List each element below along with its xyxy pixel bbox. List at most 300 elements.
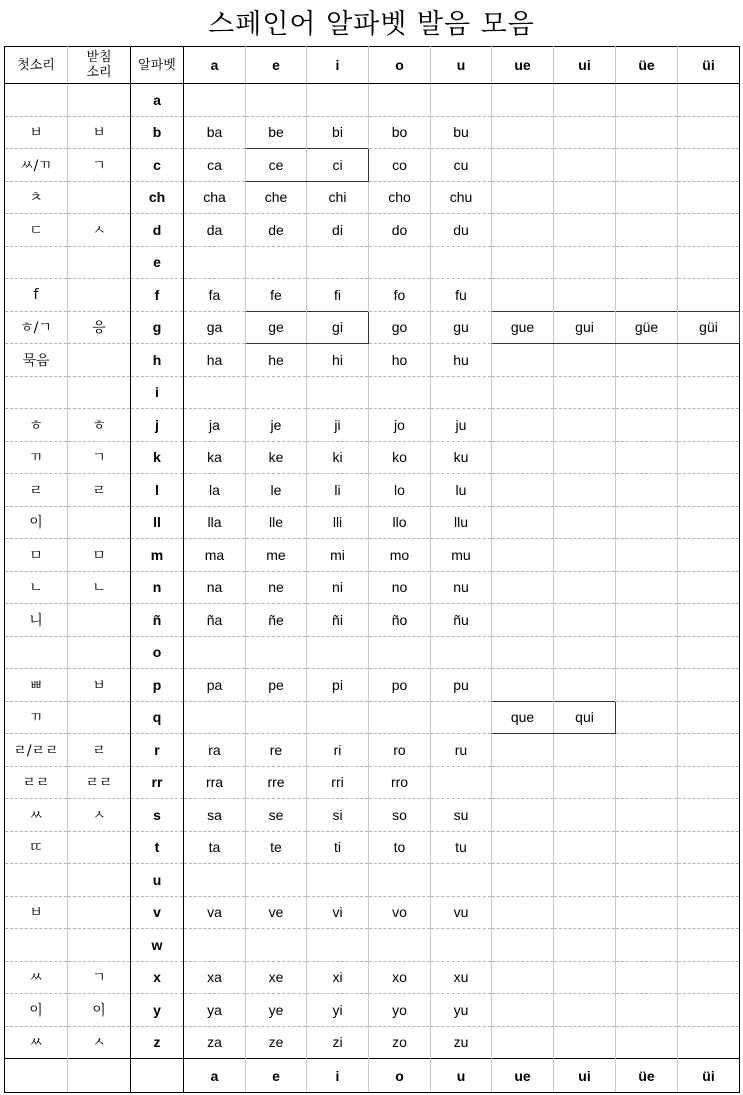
cell-u: ñu	[431, 604, 492, 637]
cell-final-sound	[68, 344, 131, 377]
cell-e: re	[246, 734, 307, 767]
cell-o	[369, 701, 431, 734]
cell-ue	[492, 929, 554, 962]
cell-ui-umlaut	[678, 961, 740, 994]
cell-i: ci	[307, 149, 369, 182]
cell-u: llu	[431, 506, 492, 539]
cell-initial-sound: ㄲ	[5, 701, 68, 734]
cell-ue-umlaut	[616, 896, 678, 929]
cell-ue	[492, 376, 554, 409]
cell-a: lla	[184, 506, 246, 539]
table-row	[5, 116, 740, 149]
cell-o: mo	[369, 539, 431, 572]
cell-ue	[492, 896, 554, 929]
cell-alphabet: d	[131, 214, 184, 247]
cell-ue-umlaut	[616, 734, 678, 767]
cell-u: bu	[431, 116, 492, 149]
cell-ui-umlaut	[678, 669, 740, 702]
cell-alphabet: ll	[131, 506, 184, 539]
cell-initial-sound	[5, 246, 68, 279]
header-i: i	[307, 47, 369, 84]
cell-alphabet: m	[131, 539, 184, 572]
cell-ui-umlaut	[678, 376, 740, 409]
footer-ue-umlaut: üe	[616, 1059, 678, 1093]
cell-ui	[554, 84, 616, 117]
cell-alphabet: ch	[131, 181, 184, 214]
cell-o: go	[369, 311, 431, 344]
cell-i	[307, 929, 369, 962]
cell-alphabet: rr	[131, 766, 184, 799]
cell-ui	[554, 929, 616, 962]
cell-initial-sound	[5, 84, 68, 117]
cell-initial-sound: ㅆ	[5, 799, 68, 832]
table-row	[5, 929, 740, 962]
cell-ue-umlaut	[616, 669, 678, 702]
cell-ui-umlaut	[678, 506, 740, 539]
cell-ui	[554, 961, 616, 994]
cell-u: yu	[431, 994, 492, 1027]
cell-ui-umlaut	[678, 474, 740, 507]
cell-ui	[554, 344, 616, 377]
cell-alphabet: h	[131, 344, 184, 377]
table-row	[5, 571, 740, 604]
cell-initial-sound: 이	[5, 994, 68, 1027]
cell-i: vi	[307, 896, 369, 929]
cell-ue	[492, 181, 554, 214]
cell-final-sound	[68, 181, 131, 214]
cell-o: ko	[369, 441, 431, 474]
cell-o: fo	[369, 279, 431, 312]
cell-e	[246, 636, 307, 669]
cell-u: zu	[431, 1026, 492, 1059]
cell-i: yi	[307, 994, 369, 1027]
cell-ue	[492, 246, 554, 279]
cell-i: mi	[307, 539, 369, 572]
header-ui: ui	[554, 47, 616, 84]
cell-initial-sound: ㅃ	[5, 669, 68, 702]
cell-e: fe	[246, 279, 307, 312]
cell-alphabet: w	[131, 929, 184, 962]
cell-i	[307, 636, 369, 669]
cell-alphabet: t	[131, 831, 184, 864]
cell-initial-sound: ㅎ/ㄱ	[5, 311, 68, 344]
cell-i: ji	[307, 409, 369, 442]
cell-final-sound	[68, 604, 131, 637]
header-ui-umlaut: üi	[678, 47, 740, 84]
footer-alphabet	[131, 1059, 184, 1093]
header-a: a	[184, 47, 246, 84]
cell-u: fu	[431, 279, 492, 312]
cell-u: ku	[431, 441, 492, 474]
cell-ui-umlaut	[678, 409, 740, 442]
cell-initial-sound: ㄴ	[5, 571, 68, 604]
cell-alphabet: b	[131, 116, 184, 149]
table-row	[5, 831, 740, 864]
cell-final-sound: ㄱ	[68, 441, 131, 474]
cell-e: ze	[246, 1026, 307, 1059]
cell-a: pa	[184, 669, 246, 702]
cell-ue-umlaut	[616, 246, 678, 279]
cell-ue	[492, 116, 554, 149]
cell-ui-umlaut	[678, 246, 740, 279]
table-row	[5, 474, 740, 507]
cell-ue-umlaut	[616, 864, 678, 897]
cell-ue	[492, 864, 554, 897]
cell-u: cu	[431, 149, 492, 182]
cell-u	[431, 766, 492, 799]
cell-a: cha	[184, 181, 246, 214]
cell-a	[184, 376, 246, 409]
table-row	[5, 994, 740, 1027]
table-row	[5, 636, 740, 669]
cell-ui-umlaut	[678, 116, 740, 149]
cell-ui	[554, 604, 616, 637]
footer-ui-umlaut: üi	[678, 1059, 740, 1093]
cell-o: jo	[369, 409, 431, 442]
cell-a: ma	[184, 539, 246, 572]
cell-o: cho	[369, 181, 431, 214]
table-row	[5, 279, 740, 312]
cell-u: chu	[431, 181, 492, 214]
cell-i: ri	[307, 734, 369, 767]
cell-initial-sound: f	[5, 279, 68, 312]
cell-i	[307, 864, 369, 897]
cell-a	[184, 864, 246, 897]
cell-a: da	[184, 214, 246, 247]
footer-i: i	[307, 1059, 369, 1093]
cell-u	[431, 246, 492, 279]
cell-a: va	[184, 896, 246, 929]
cell-a: la	[184, 474, 246, 507]
cell-u: xu	[431, 961, 492, 994]
cell-initial-sound: ㅂ	[5, 896, 68, 929]
cell-alphabet: ñ	[131, 604, 184, 637]
cell-ue-umlaut	[616, 539, 678, 572]
cell-initial-sound: ㅆ	[5, 1026, 68, 1059]
cell-o: xo	[369, 961, 431, 994]
cell-alphabet: o	[131, 636, 184, 669]
header-o: o	[369, 47, 431, 84]
table-row	[5, 864, 740, 897]
cell-final-sound: ㅂ	[68, 669, 131, 702]
cell-initial-sound: ㄲ	[5, 441, 68, 474]
cell-o: do	[369, 214, 431, 247]
cell-final-sound: ㄹ	[68, 474, 131, 507]
cell-a: ña	[184, 604, 246, 637]
cell-i	[307, 701, 369, 734]
cell-u: hu	[431, 344, 492, 377]
cell-e: ne	[246, 571, 307, 604]
cell-e: che	[246, 181, 307, 214]
cell-alphabet: q	[131, 701, 184, 734]
cell-a: za	[184, 1026, 246, 1059]
cell-alphabet: c	[131, 149, 184, 182]
cell-ue	[492, 961, 554, 994]
cell-initial-sound: ㄹ/ㄹㄹ	[5, 734, 68, 767]
cell-final-sound: ㄹㄹ	[68, 766, 131, 799]
cell-a: ba	[184, 116, 246, 149]
cell-ui-umlaut	[678, 539, 740, 572]
cell-u: nu	[431, 571, 492, 604]
cell-final-sound	[68, 929, 131, 962]
cell-o	[369, 246, 431, 279]
cell-ue-umlaut	[616, 831, 678, 864]
cell-final-sound	[68, 506, 131, 539]
cell-ue-umlaut	[616, 929, 678, 962]
cell-ue	[492, 409, 554, 442]
cell-ui	[554, 799, 616, 832]
footer-e: e	[246, 1059, 307, 1093]
cell-ui-umlaut	[678, 994, 740, 1027]
cell-ue	[492, 344, 554, 377]
cell-u	[431, 636, 492, 669]
cell-e: de	[246, 214, 307, 247]
cell-final-sound: ㄹ	[68, 734, 131, 767]
footer-final-sound	[68, 1059, 131, 1093]
cell-i	[307, 376, 369, 409]
cell-i: xi	[307, 961, 369, 994]
table-row	[5, 441, 740, 474]
cell-alphabet: e	[131, 246, 184, 279]
cell-i: chi	[307, 181, 369, 214]
cell-alphabet: a	[131, 84, 184, 117]
cell-ui: gui	[554, 311, 616, 344]
cell-ue-umlaut	[616, 149, 678, 182]
cell-ui	[554, 864, 616, 897]
cell-final-sound: ㄴ	[68, 571, 131, 604]
cell-o: ño	[369, 604, 431, 637]
cell-ui: qui	[554, 701, 616, 734]
cell-ue-umlaut	[616, 604, 678, 637]
cell-o: to	[369, 831, 431, 864]
footer-u: u	[431, 1059, 492, 1093]
cell-ue	[492, 214, 554, 247]
cell-ue	[492, 84, 554, 117]
cell-e	[246, 864, 307, 897]
cell-alphabet: s	[131, 799, 184, 832]
cell-ue	[492, 669, 554, 702]
cell-initial-sound: 니	[5, 604, 68, 637]
cell-o: so	[369, 799, 431, 832]
cell-i: li	[307, 474, 369, 507]
cell-ue-umlaut	[616, 84, 678, 117]
cell-ui-umlaut	[678, 1026, 740, 1059]
cell-e: je	[246, 409, 307, 442]
table-row	[5, 604, 740, 637]
cell-ui	[554, 441, 616, 474]
table-row	[5, 311, 740, 344]
cell-u	[431, 84, 492, 117]
cell-a: ka	[184, 441, 246, 474]
cell-alphabet: r	[131, 734, 184, 767]
cell-u: ju	[431, 409, 492, 442]
cell-ui-umlaut	[678, 571, 740, 604]
cell-i: fi	[307, 279, 369, 312]
cell-ui-umlaut	[678, 831, 740, 864]
cell-a: xa	[184, 961, 246, 994]
cell-ue-umlaut	[616, 1026, 678, 1059]
cell-u: lu	[431, 474, 492, 507]
cell-e	[246, 84, 307, 117]
cell-final-sound: ㅅ	[68, 799, 131, 832]
cell-o	[369, 636, 431, 669]
cell-ue	[492, 539, 554, 572]
cell-ui-umlaut	[678, 344, 740, 377]
cell-final-sound: 이	[68, 994, 131, 1027]
cell-a: ha	[184, 344, 246, 377]
cell-i: gi	[307, 311, 369, 344]
cell-o: bo	[369, 116, 431, 149]
cell-final-sound: ㄱ	[68, 149, 131, 182]
cell-alphabet: l	[131, 474, 184, 507]
cell-o: vo	[369, 896, 431, 929]
cell-e	[246, 701, 307, 734]
cell-ue	[492, 571, 554, 604]
cell-initial-sound: ㅎ	[5, 409, 68, 442]
cell-final-sound	[68, 636, 131, 669]
cell-ui-umlaut	[678, 929, 740, 962]
cell-ue	[492, 279, 554, 312]
cell-ue-umlaut	[616, 409, 678, 442]
cell-i: hi	[307, 344, 369, 377]
cell-a: fa	[184, 279, 246, 312]
alphabet-pronunciation-table	[4, 46, 740, 1093]
cell-u	[431, 701, 492, 734]
cell-ue-umlaut	[616, 181, 678, 214]
cell-e: se	[246, 799, 307, 832]
cell-i: ñi	[307, 604, 369, 637]
cell-i: ki	[307, 441, 369, 474]
cell-e	[246, 246, 307, 279]
cell-e: pe	[246, 669, 307, 702]
cell-ui	[554, 474, 616, 507]
cell-a	[184, 246, 246, 279]
cell-e	[246, 929, 307, 962]
cell-u: pu	[431, 669, 492, 702]
cell-ue-umlaut	[616, 994, 678, 1027]
cell-initial-sound	[5, 636, 68, 669]
cell-a: ja	[184, 409, 246, 442]
cell-ue	[492, 506, 554, 539]
cell-o: po	[369, 669, 431, 702]
cell-ui	[554, 766, 616, 799]
cell-a: ca	[184, 149, 246, 182]
cell-ui-umlaut	[678, 214, 740, 247]
cell-i: ti	[307, 831, 369, 864]
cell-final-sound: 응	[68, 311, 131, 344]
cell-e: rre	[246, 766, 307, 799]
cell-o	[369, 84, 431, 117]
table-row	[5, 214, 740, 247]
cell-ui	[554, 994, 616, 1027]
table-row	[5, 1026, 740, 1059]
cell-o: co	[369, 149, 431, 182]
cell-a: ta	[184, 831, 246, 864]
cell-ue	[492, 474, 554, 507]
cell-ue-umlaut	[616, 214, 678, 247]
table-row	[5, 799, 740, 832]
cell-ue: que	[492, 701, 554, 734]
table-row	[5, 84, 740, 117]
cell-ue	[492, 734, 554, 767]
cell-ui	[554, 409, 616, 442]
cell-ui-umlaut	[678, 701, 740, 734]
cell-alphabet: n	[131, 571, 184, 604]
table-row	[5, 734, 740, 767]
cell-initial-sound: ㅂ	[5, 116, 68, 149]
cell-alphabet: f	[131, 279, 184, 312]
cell-i: pi	[307, 669, 369, 702]
cell-ue	[492, 1026, 554, 1059]
cell-ue	[492, 994, 554, 1027]
cell-i: rri	[307, 766, 369, 799]
cell-o	[369, 929, 431, 962]
cell-ui	[554, 246, 616, 279]
cell-u: vu	[431, 896, 492, 929]
cell-ui	[554, 1026, 616, 1059]
cell-o: ho	[369, 344, 431, 377]
cell-final-sound: ㅁ	[68, 539, 131, 572]
table-row	[5, 181, 740, 214]
cell-i: bi	[307, 116, 369, 149]
cell-i: si	[307, 799, 369, 832]
cell-ui	[554, 376, 616, 409]
cell-ui	[554, 896, 616, 929]
table-row	[5, 766, 740, 799]
table-row	[5, 506, 740, 539]
footer-o: o	[369, 1059, 431, 1093]
cell-final-sound	[68, 84, 131, 117]
cell-ui-umlaut	[678, 734, 740, 767]
cell-ui-umlaut	[678, 279, 740, 312]
cell-ue	[492, 636, 554, 669]
cell-o: lo	[369, 474, 431, 507]
footer-row	[5, 1059, 740, 1093]
footer-initial-sound	[5, 1059, 68, 1093]
cell-ue-umlaut	[616, 766, 678, 799]
cell-ue	[492, 149, 554, 182]
cell-ui-umlaut	[678, 604, 740, 637]
cell-u: gu	[431, 311, 492, 344]
cell-initial-sound: ㅆ	[5, 961, 68, 994]
cell-ui	[554, 279, 616, 312]
header-row	[5, 47, 740, 84]
cell-u: ru	[431, 734, 492, 767]
cell-e: be	[246, 116, 307, 149]
cell-final-sound: ㅂ	[68, 116, 131, 149]
cell-u: du	[431, 214, 492, 247]
cell-ui-umlaut	[678, 149, 740, 182]
cell-e	[246, 376, 307, 409]
footer-ue: ue	[492, 1059, 554, 1093]
cell-o	[369, 864, 431, 897]
cell-i: ni	[307, 571, 369, 604]
cell-ue-umlaut	[616, 441, 678, 474]
cell-ue-umlaut	[616, 571, 678, 604]
header-ue-umlaut: üe	[616, 47, 678, 84]
header-initial-sound: 첫소리	[5, 47, 68, 84]
cell-ui-umlaut	[678, 896, 740, 929]
cell-a	[184, 84, 246, 117]
cell-a	[184, 929, 246, 962]
cell-o: rro	[369, 766, 431, 799]
cell-alphabet: i	[131, 376, 184, 409]
cell-o: ro	[369, 734, 431, 767]
cell-ue-umlaut	[616, 506, 678, 539]
cell-i	[307, 246, 369, 279]
cell-initial-sound: ㄹㄹ	[5, 766, 68, 799]
cell-alphabet: u	[131, 864, 184, 897]
